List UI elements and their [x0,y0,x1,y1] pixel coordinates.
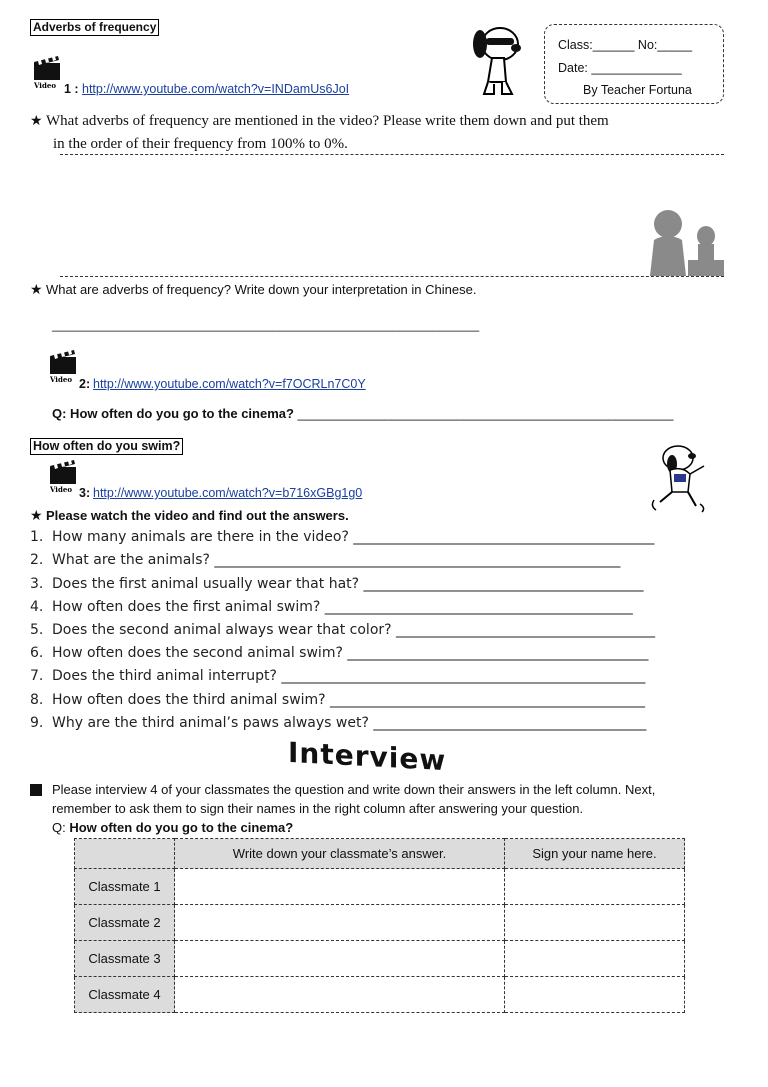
sign-cell[interactable] [505,905,685,941]
interview-table [74,838,685,1013]
section3-instruction: ★ Please watch the video and find out the answers. [30,507,349,523]
table-row [75,977,685,1013]
cinema-question: Q: How often do you go to the cinema? ____________________________________________________ [52,406,674,421]
interview-instruction-1: Please interview 4 of your classmates the question and write down their answers in the left column. Next, [52,782,656,797]
video-clapper-icon [48,348,78,382]
answer-dashed-line [60,276,724,277]
table-row [75,941,685,977]
answer-dashed-line [60,154,724,155]
class-number-line: Class:______ No:_____ [558,38,693,52]
list-item: 7. Does the third animal interrupt? ____________________________________________________ [30,668,646,684]
svg-text:Video: Video [50,485,72,494]
answer-line: ________________________________________________________________ [52,318,480,332]
silhouette-image [640,204,724,276]
video-1-number: 1 : [64,82,79,96]
video-3-link[interactable]: http://www.youtube.com/watch?v=b716xGBg1g0 [93,486,363,500]
classmate-label: Classmate 3 [75,941,175,977]
snoopy-sunglasses-image [466,22,528,98]
answer-cell[interactable] [175,905,505,941]
answer-cell[interactable] [175,941,505,977]
list-item: 1. How many animals are there in the video? ___________________________________________ [30,529,655,545]
list-item: 2. What are the animals? __________________________________________________________ [30,552,621,568]
classmate-label: Classmate 4 [75,977,175,1013]
sign-cell[interactable] [505,869,685,905]
table-row [75,869,685,905]
interview-heading: Interview [288,735,447,778]
section1-question-cont: in the order of their frequency from 100% to 0%. [53,136,348,152]
sign-column-header: Sign your name here. [505,839,685,869]
snoopy-dancing-image [648,440,712,514]
answer-column-header: Write down your classmate’s answer. [175,839,505,869]
section2-question: ★ What are adverbs of frequency? Write down your interpretation in Chinese. [30,281,477,297]
class-info-box [544,24,724,104]
video-1-link[interactable]: http://www.youtube.com/watch?v=INDamUs6JoI [82,82,350,96]
page-title: Adverbs of frequency [30,19,159,36]
video-clapper-icon [48,458,78,492]
answer-cell[interactable] [175,869,505,905]
interview-question: Q: How often do you go to the cinema? [52,820,294,835]
sign-cell[interactable] [505,941,685,977]
video-3-number: 3: [79,486,91,500]
answer-cell[interactable] [175,977,505,1013]
video-2-link[interactable]: http://www.youtube.com/watch?v=f7OCRLn7C0Y [93,377,366,391]
section1-question: ★ What adverbs of frequency are mentioned in the video? Please write them down and put them [30,113,609,129]
classmate-label: Classmate 2 [75,905,175,941]
classmate-label: Classmate 1 [75,869,175,905]
sign-cell[interactable] [505,977,685,1013]
star-bullet-icon: ★ [30,281,43,297]
svg-text:Video: Video [50,375,72,384]
star-bullet-icon: ★ [30,507,43,523]
video-clapper-icon [32,54,62,88]
list-item: 5. Does the second animal always wear that color? _____________________________________ [30,622,656,638]
section3-title: How often do you swim? [30,438,183,455]
list-item: 9. Why are the third animal’s paws always wet? _______________________________________ [30,715,647,731]
svg-text:Video: Video [34,81,56,90]
teacher-name: By Teacher Fortuna [583,83,692,97]
star-bullet-icon: ★ [30,114,43,129]
video-2-number: 2: [79,377,91,391]
date-line: Date: _____________ [558,61,682,75]
list-item: 3. Does the first animal usually wear that hat? ________________________________________ [30,576,644,592]
table-row [75,905,685,941]
table-corner-cell [75,839,175,869]
list-item: 4. How often does the first animal swim? ____________________________________________ [30,599,633,615]
list-item: 6. How often does the second animal swim? ___________________________________________ [30,645,649,661]
interview-instruction-2: remember to ask them to sign their names in the right column after answering your question. [52,801,584,816]
square-bullet-icon [30,784,42,796]
list-item: 8. How often does the third animal swim? _____________________________________________ [30,692,646,708]
